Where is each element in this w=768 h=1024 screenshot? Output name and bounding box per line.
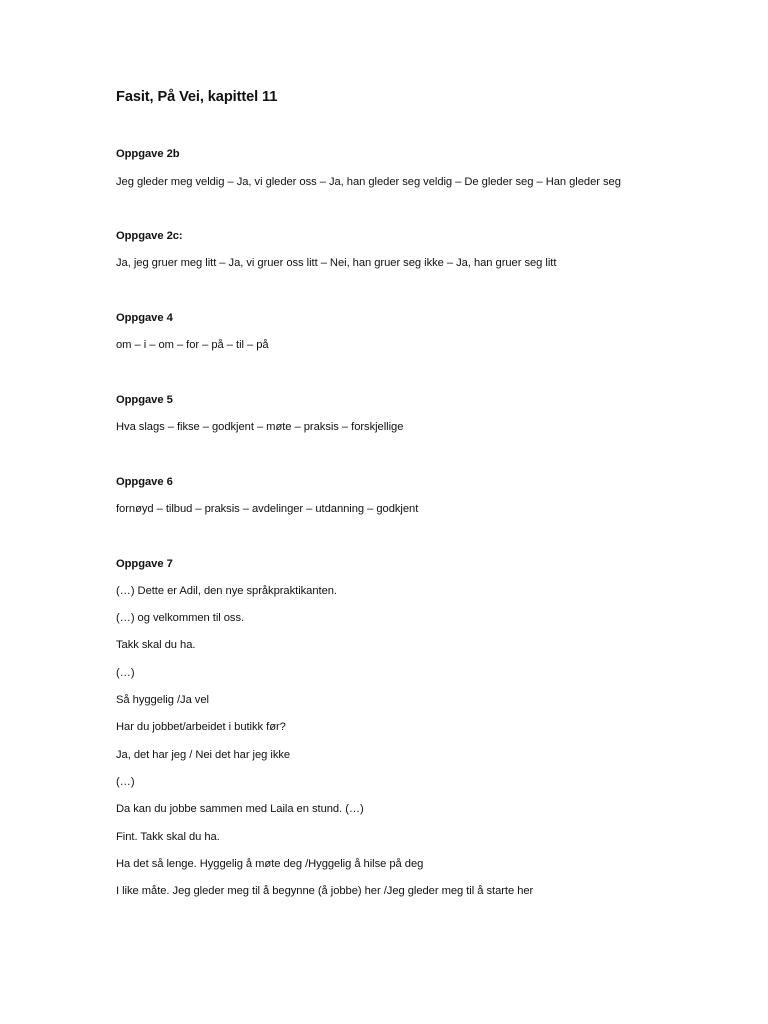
- dialogue-line: (…) Dette er Adil, den nye språkpraktikanten.: [116, 585, 337, 597]
- dialogue-line: Da kan du jobbe sammen med Laila en stund. (…): [116, 803, 364, 815]
- section-heading-2b: Oppgave 2b: [116, 148, 180, 160]
- section-heading-7: Oppgave 7: [116, 558, 173, 570]
- answer-line: Ja, jeg gruer meg litt – Ja, vi gruer oss litt – Nei, han gruer seg ikke – Ja, han gruer seg litt: [116, 257, 557, 269]
- dialogue-line: Ha det så lenge. Hyggelig å møte deg /Hyggelig å hilse på deg: [116, 858, 424, 870]
- section-heading-6: Oppgave 6: [116, 476, 173, 488]
- dialogue-line: Fint. Takk skal du ha.: [116, 831, 220, 843]
- section-heading-5: Oppgave 5: [116, 394, 173, 406]
- section-heading-2c: Oppgave 2c:: [116, 230, 183, 242]
- dialogue-line: Ja, det har jeg / Nei det har jeg ikke: [116, 749, 291, 761]
- dialogue-line: (…): [116, 667, 135, 679]
- dialogue-line: I like måte. Jeg gleder meg til å begynne (å jobbe) her /Jeg gleder meg til å starte her: [116, 885, 534, 897]
- dialogue-line: Takk skal du ha.: [116, 639, 196, 651]
- answer-line: om – i – om – for – på – til – på: [116, 339, 269, 351]
- answer-line: Hva slags – fikse – godkjent – møte – praksis – forskjellige: [116, 421, 404, 433]
- dialogue-line: (…): [116, 776, 135, 788]
- answer-line: Jeg gleder meg veldig – Ja, vi gleder oss – Ja, han gleder seg veldig – De gleder seg – Han gleder seg: [116, 176, 621, 188]
- dialogue-line: (…) og velkommen til oss.: [116, 612, 245, 624]
- dialogue-line: Har du jobbet/arbeidet i butikk før?: [116, 721, 286, 733]
- section-heading-4: Oppgave 4: [116, 312, 173, 324]
- dialogue-line: Så hyggelig /Ja vel: [116, 694, 209, 706]
- page-title: Fasit, På Vei, kapittel 11: [116, 89, 278, 105]
- answer-line: fornøyd – tilbud – praksis – avdelinger – utdanning – godkjent: [116, 503, 419, 515]
